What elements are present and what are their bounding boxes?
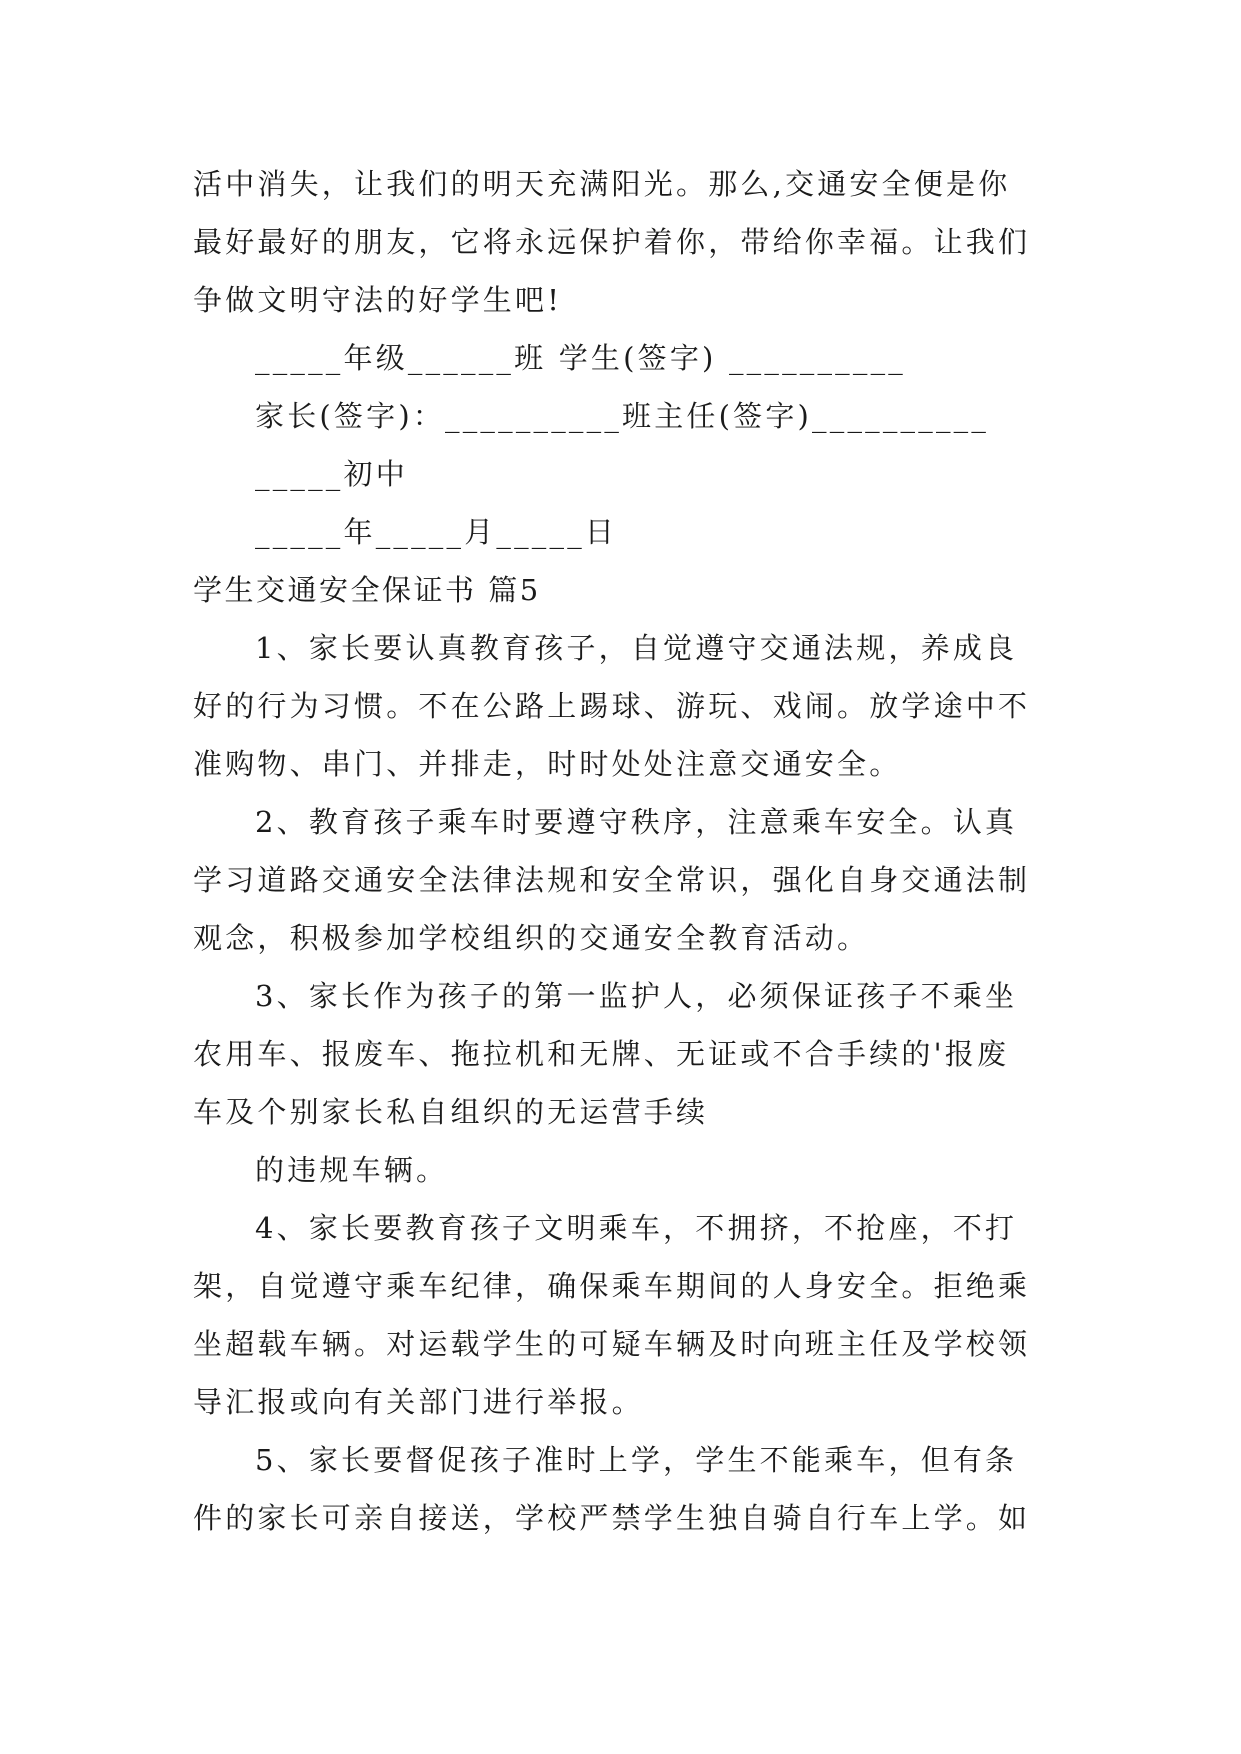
paragraph-line: 农用车、报废车、拖拉机和无牌、无证或不合手续的'报废 (193, 1037, 1010, 1071)
paragraph-line: 1、家长要认真教育孩子，自觉遵守交通法规，养成良 (255, 631, 1018, 665)
section-title: 学生交通安全保证书 篇5 (193, 573, 541, 607)
paragraph-line: 好的行为习惯。不在公路上踢球、游玩、戏闹。放学途中不 (193, 689, 1031, 723)
paragraph-line: 学习道路交通安全法律法规和安全常识，强化自身交通法制 (193, 863, 1031, 897)
paragraph-line: 导汇报或向有关部门进行举报。 (193, 1385, 644, 1419)
paragraph-line: 2、教育孩子乘车时要遵守秩序，注意乘车安全。认真 (255, 805, 1018, 839)
paragraph-line: 观念，积极参加学校组织的交通安全教育活动。 (193, 921, 870, 955)
paragraph-line: 准购物、串门、并排走，时时处处注意交通安全。 (193, 747, 902, 781)
paragraph-line: 4、家长要教育孩子文明乘车，不拥挤，不抢座，不打 (255, 1211, 1018, 1245)
paragraph-line: 坐超载车辆。对运载学生的可疑车辆及时向班主任及学校领 (193, 1327, 1031, 1361)
paragraph-line: 件的家长可亲自接送，学校严禁学生独自骑自行车上学。如 (193, 1501, 1031, 1535)
paragraph-line: 活中消失，让我们的明天充满阳光。那么,交通安全便是你 (193, 167, 1011, 201)
paragraph-line: 3、家长作为孩子的第一监护人，必须保证孩子不乘坐 (255, 979, 1018, 1013)
paragraph-line: 架，自觉遵守乘车纪律，确保乘车期间的人身安全。拒绝乘 (193, 1269, 1031, 1303)
signature-line-parent-teacher: 家长(签字)：__________班主任(签字)__________ (255, 399, 990, 433)
paragraph-line: 5、家长要督促孩子准时上学，学生不能乘车，但有条 (255, 1443, 1018, 1477)
paragraph-line: 争做文明守法的好学生吧! (193, 283, 563, 317)
paragraph-line: 最好最好的朋友，它将永远保护着你，带给你幸福。让我们 (193, 225, 1031, 259)
paragraph-line: 车及个别家长私自组织的无运营手续 (193, 1095, 709, 1129)
paragraph-line: 的违规车辆。 (255, 1153, 449, 1187)
date-line: _____年_____月_____日 (255, 515, 618, 549)
school-name-line: _____初中 (255, 457, 408, 491)
signature-line-class-student: _____年级______班 学生(签字) __________ (255, 341, 906, 375)
